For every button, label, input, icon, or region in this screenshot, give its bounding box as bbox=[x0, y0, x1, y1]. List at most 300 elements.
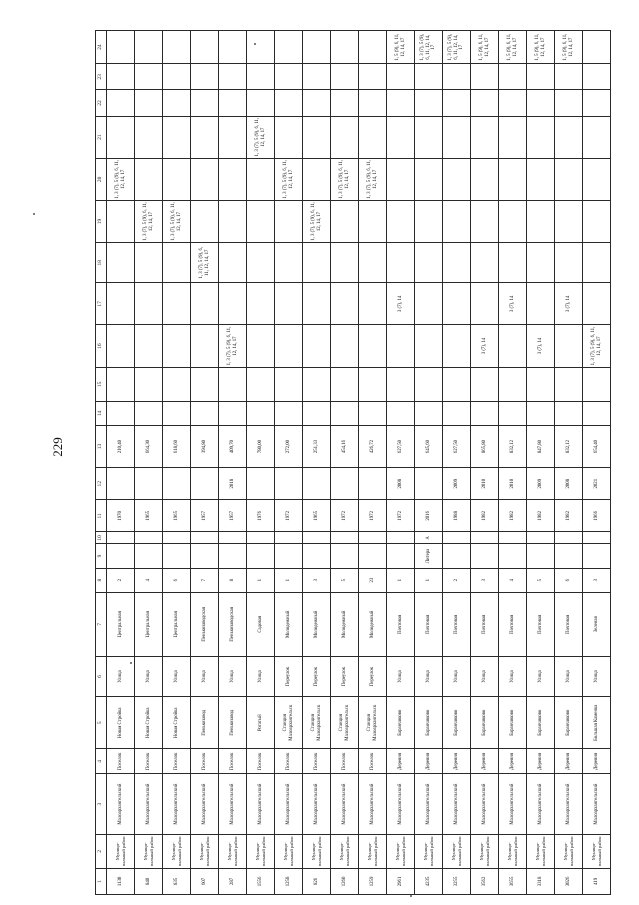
column-number-cell: 1 bbox=[96, 868, 107, 894]
table-cell bbox=[247, 367, 275, 401]
table-row bbox=[499, 31, 527, 895]
table-cell: Деревня bbox=[555, 749, 583, 774]
table-cell bbox=[191, 158, 219, 200]
table-row bbox=[331, 31, 359, 895]
table-cell: 1, 3 (7), 5 (9), 6, 11, 12, 14, 17 bbox=[359, 158, 387, 200]
table-cell: 835 bbox=[163, 868, 191, 894]
table-cell bbox=[359, 200, 387, 242]
table-cell: 1966 bbox=[583, 500, 611, 532]
table-cell: Малоархангельский bbox=[303, 774, 331, 834]
table-cell: Деревня bbox=[527, 749, 555, 774]
table-cell: Баранчиково bbox=[415, 697, 443, 749]
table-cell: 3318 bbox=[527, 868, 555, 894]
table-cell bbox=[135, 283, 163, 325]
table-cell: Почтовая bbox=[527, 592, 555, 656]
table-cell: Большая Каменка bbox=[583, 697, 611, 749]
table-cell: Садовая bbox=[247, 592, 275, 656]
table-cell: 1, 3 (7), 5 (9), 6, 11, 12, 14, 17 bbox=[135, 200, 163, 242]
table-cell bbox=[471, 200, 499, 242]
table-cell bbox=[583, 64, 611, 90]
table-cell: Баранчиково bbox=[387, 697, 415, 749]
scan-speck bbox=[410, 895, 412, 897]
table-cell: 2010 bbox=[499, 468, 527, 500]
table-cell bbox=[415, 158, 443, 200]
table-cell bbox=[275, 468, 303, 500]
table-cell bbox=[191, 532, 219, 544]
table-cell: 1, 3 (7), 5 (9), 6, 11, 12, 14, 17 bbox=[303, 200, 331, 242]
table-cell bbox=[331, 90, 359, 116]
table-cell: Почтовая bbox=[499, 592, 527, 656]
table-row bbox=[107, 31, 135, 895]
table-cell bbox=[387, 243, 415, 283]
table-cell bbox=[359, 544, 387, 568]
table-cell bbox=[219, 158, 247, 200]
table-cell: 1976 bbox=[247, 500, 275, 532]
table-cell bbox=[219, 544, 247, 568]
table-cell: 1, 3 (7), 5 (9), 6, 11, 12, 14, 17 bbox=[443, 31, 471, 64]
table-cell bbox=[387, 200, 415, 242]
table-cell: Станция Малоархангельск bbox=[275, 697, 303, 749]
table-cell: Поселок bbox=[303, 749, 331, 774]
table-cell bbox=[275, 532, 303, 544]
table-cell: 1982 bbox=[471, 500, 499, 532]
table-cell: 3 (7), 14 bbox=[499, 283, 527, 325]
table-cell: Пенькозавод bbox=[191, 697, 219, 749]
table-cell bbox=[499, 401, 527, 425]
table-cell: Новая Стройка bbox=[107, 697, 135, 749]
table-cell: Улица bbox=[583, 656, 611, 696]
table-cell bbox=[191, 64, 219, 90]
column-number-cell: 8 bbox=[96, 568, 107, 592]
table-cell: Малоархангельский bbox=[247, 774, 275, 834]
table-cell bbox=[415, 64, 443, 90]
table-cell bbox=[359, 283, 387, 325]
table-cell: 1, 3 (7), 5 (9), 6, 11, 12, 14, 17 bbox=[275, 158, 303, 200]
table-cell bbox=[387, 544, 415, 568]
table-cell: 1130 bbox=[107, 868, 135, 894]
table-cell: 426,72 bbox=[359, 425, 387, 467]
table-cell: 1, 3 (7), 5 (9), 6, 11, 12, 14, 17 bbox=[219, 325, 247, 367]
table-cell bbox=[359, 90, 387, 116]
table-cell: Улица bbox=[191, 656, 219, 696]
column-number-cell: 13 bbox=[96, 425, 107, 467]
table-cell bbox=[359, 401, 387, 425]
table-cell: 287 bbox=[219, 868, 247, 894]
table-cell: 2008 bbox=[387, 468, 415, 500]
table-cell bbox=[359, 64, 387, 90]
table-cell: 607 bbox=[191, 868, 219, 894]
table-cell: Улица bbox=[555, 656, 583, 696]
table-cell bbox=[135, 243, 163, 283]
table-cell: 826 bbox=[303, 868, 331, 894]
column-number-cell: 23 bbox=[96, 64, 107, 90]
table-cell bbox=[135, 64, 163, 90]
table-cell: 6 bbox=[163, 568, 191, 592]
table-cell: Поселок bbox=[247, 749, 275, 774]
table-cell: Поселок bbox=[359, 749, 387, 774]
table-cell: Деревня bbox=[499, 749, 527, 774]
table-cell bbox=[443, 283, 471, 325]
table-cell: 1982 bbox=[527, 500, 555, 532]
table-cell: Муници-пальный район bbox=[135, 834, 163, 868]
table-cell: 2009 bbox=[443, 468, 471, 500]
table-cell: 1, 3 (7), 5 (9), 6, 11, 12, 14, 17 bbox=[191, 243, 219, 283]
table-cell bbox=[443, 200, 471, 242]
table-cell: 1, 3 (7), 5 (9), 6, 11, 12, 14, 17 bbox=[331, 158, 359, 200]
table-cell bbox=[499, 200, 527, 242]
table-cell: Муници-пальный район bbox=[583, 834, 611, 868]
table-cell bbox=[107, 401, 135, 425]
table-cell: 3562 bbox=[471, 868, 499, 894]
table-cell: 3026 bbox=[555, 868, 583, 894]
table-cell bbox=[359, 468, 387, 500]
table-cell: Муници-пальный район bbox=[555, 834, 583, 868]
column-number-cell: 2 bbox=[96, 834, 107, 868]
table-cell bbox=[443, 158, 471, 200]
table-cell: 1, 3 (7), 5 (9), 6, 11, 12, 14, 17 bbox=[163, 200, 191, 242]
table-cell bbox=[163, 532, 191, 544]
table-cell: 1, 3 (7), 5 (9), 6, 11, 12, 14, 17 bbox=[415, 31, 443, 64]
table-cell bbox=[135, 532, 163, 544]
table-cell bbox=[163, 158, 191, 200]
table-cell bbox=[555, 532, 583, 544]
table-cell: Молодежный bbox=[303, 592, 331, 656]
table-cell bbox=[555, 90, 583, 116]
table-cell bbox=[219, 31, 247, 64]
column-number-cell: 9 bbox=[96, 544, 107, 568]
column-number-cell: 15 bbox=[96, 367, 107, 401]
table-cell: 2018 bbox=[219, 468, 247, 500]
table-cell bbox=[555, 64, 583, 90]
table-cell bbox=[135, 468, 163, 500]
table-cell: 1982 bbox=[555, 500, 583, 532]
table-cell: Улица bbox=[527, 656, 555, 696]
column-number-cell: 11 bbox=[96, 500, 107, 532]
table-cell: 840 bbox=[135, 868, 163, 894]
table-cell bbox=[415, 90, 443, 116]
table-cell: Малоархангельский bbox=[555, 774, 583, 834]
table-cell bbox=[247, 544, 275, 568]
table-cell: 832,12 bbox=[499, 425, 527, 467]
table-cell: Центральная bbox=[163, 592, 191, 656]
table-cell: 23 bbox=[359, 568, 387, 592]
table-cell: 1965 bbox=[303, 500, 331, 532]
table-cell bbox=[219, 200, 247, 242]
table-cell bbox=[583, 401, 611, 425]
table-cell bbox=[387, 367, 415, 401]
table-cell: Пенькозаводская bbox=[191, 592, 219, 656]
column-number-cell: 24 bbox=[96, 31, 107, 64]
table-cell: 251,33 bbox=[303, 425, 331, 467]
table-cell: 4 bbox=[499, 568, 527, 592]
table-cell: 1 bbox=[247, 568, 275, 592]
table-cell bbox=[107, 200, 135, 242]
table-cell: Улица bbox=[247, 656, 275, 696]
table-cell bbox=[471, 367, 499, 401]
table-cell: Рогатый bbox=[247, 697, 275, 749]
table-cell bbox=[527, 243, 555, 283]
table-cell: Улица bbox=[219, 656, 247, 696]
table-cell bbox=[331, 401, 359, 425]
table-cell: Баранчиково bbox=[555, 697, 583, 749]
table-cell: Муници-пальный район bbox=[303, 834, 331, 868]
table-cell: 1, 5 (9), 6, 11, 12, 14, 17 bbox=[471, 31, 499, 64]
table-cell: Малоархангельский bbox=[387, 774, 415, 834]
table-cell bbox=[135, 367, 163, 401]
table-cell: Переулок bbox=[331, 656, 359, 696]
table-cell: Поселок bbox=[163, 749, 191, 774]
table-cell: Муници-пальный район bbox=[163, 834, 191, 868]
table-cell: Новая Стройка bbox=[163, 697, 191, 749]
table-cell bbox=[331, 116, 359, 158]
table-cell bbox=[443, 532, 471, 544]
table-cell bbox=[555, 367, 583, 401]
table-cell bbox=[331, 367, 359, 401]
table-cell bbox=[415, 243, 443, 283]
table-cell: Поселок bbox=[219, 749, 247, 774]
table-cell bbox=[163, 243, 191, 283]
table-cell bbox=[191, 116, 219, 158]
table-cell: Малоархангельский bbox=[135, 774, 163, 834]
table-cell: Малоархангельский bbox=[331, 774, 359, 834]
table-row bbox=[163, 31, 191, 895]
table-cell bbox=[471, 64, 499, 90]
table-cell bbox=[527, 532, 555, 544]
table-row bbox=[247, 31, 275, 895]
table-cell: Малоархангельский bbox=[191, 774, 219, 834]
table-cell bbox=[499, 158, 527, 200]
table-cell: 664,30 bbox=[135, 425, 163, 467]
table-cell bbox=[499, 367, 527, 401]
table-cell: 1965 bbox=[163, 500, 191, 532]
table-cell bbox=[275, 401, 303, 425]
table-cell: Молодежный bbox=[275, 592, 303, 656]
table-cell bbox=[247, 243, 275, 283]
table-cell bbox=[583, 283, 611, 325]
table-cell: Пенькозавод bbox=[219, 697, 247, 749]
table-cell bbox=[583, 532, 611, 544]
table-cell: 7 bbox=[191, 568, 219, 592]
table-cell bbox=[163, 401, 191, 425]
table-cell bbox=[219, 64, 247, 90]
table-cell: А bbox=[415, 532, 443, 544]
table-row bbox=[359, 31, 387, 895]
table-cell: 1, 5 (9), 6, 11, 12, 14, 17 bbox=[555, 31, 583, 64]
table-cell bbox=[247, 90, 275, 116]
table-cell: Литера bbox=[415, 544, 443, 568]
column-number-cell: 6 bbox=[96, 656, 107, 696]
table-cell bbox=[443, 243, 471, 283]
table-cell: 1 bbox=[415, 568, 443, 592]
table-cell: 3 bbox=[583, 568, 611, 592]
table-cell: 1972 bbox=[387, 500, 415, 532]
table-cell bbox=[163, 367, 191, 401]
table-cell bbox=[387, 116, 415, 158]
table-cell bbox=[219, 243, 247, 283]
table-cell bbox=[443, 116, 471, 158]
table-row bbox=[303, 31, 331, 895]
table-cell bbox=[135, 158, 163, 200]
table-cell bbox=[527, 116, 555, 158]
table-cell: 1982 bbox=[499, 500, 527, 532]
table-cell bbox=[499, 90, 527, 116]
table-row bbox=[415, 31, 443, 895]
table-cell bbox=[163, 64, 191, 90]
table-row bbox=[387, 31, 415, 895]
table-cell bbox=[527, 200, 555, 242]
table-row bbox=[527, 31, 555, 895]
table-cell bbox=[107, 90, 135, 116]
table-cell: 454,16 bbox=[331, 425, 359, 467]
table-cell bbox=[471, 401, 499, 425]
column-number-row bbox=[96, 31, 107, 895]
table-cell: Улица bbox=[471, 656, 499, 696]
table-cell bbox=[219, 283, 247, 325]
table-cell: 1, 3 (7), 5 (9), 6, 11, 12, 14, 17 bbox=[583, 325, 611, 367]
table-cell bbox=[331, 64, 359, 90]
table-cell bbox=[527, 90, 555, 116]
table-cell bbox=[247, 468, 275, 500]
table-cell: Муници-пальный район bbox=[387, 834, 415, 868]
table-cell bbox=[555, 243, 583, 283]
table-cell: Станция Малоархангельск bbox=[331, 697, 359, 749]
table-cell bbox=[107, 325, 135, 367]
table-cell: Поселок bbox=[107, 749, 135, 774]
table-cell: Муници-пальный район bbox=[331, 834, 359, 868]
table-row bbox=[219, 31, 247, 895]
table-cell: Молодежный bbox=[359, 592, 387, 656]
table-cell bbox=[415, 468, 443, 500]
table-cell bbox=[359, 325, 387, 367]
table-cell bbox=[387, 325, 415, 367]
table-cell: 1957 bbox=[191, 500, 219, 532]
table-cell bbox=[191, 401, 219, 425]
column-number-cell: 18 bbox=[96, 243, 107, 283]
table-cell: Малоархангельский bbox=[527, 774, 555, 834]
table-cell: 1988 bbox=[443, 500, 471, 532]
column-number-cell: 19 bbox=[96, 200, 107, 242]
table-cell bbox=[303, 367, 331, 401]
table-cell bbox=[443, 325, 471, 367]
table-cell bbox=[499, 243, 527, 283]
table-cell bbox=[219, 367, 247, 401]
table-cell bbox=[415, 401, 443, 425]
table-cell bbox=[247, 325, 275, 367]
table-cell: 3 (7), 14 bbox=[555, 283, 583, 325]
table-cell: 1, 3 (7), 5 (9), 6, 11, 12, 14, 17 bbox=[247, 116, 275, 158]
table-cell: 645,60 bbox=[415, 425, 443, 467]
table-cell: Улица bbox=[387, 656, 415, 696]
table-cell bbox=[331, 468, 359, 500]
table-cell bbox=[191, 367, 219, 401]
table-cell bbox=[163, 116, 191, 158]
table-cell: 4235 bbox=[415, 868, 443, 894]
table-cell bbox=[163, 325, 191, 367]
table-cell bbox=[415, 367, 443, 401]
table-cell: 3255 bbox=[443, 868, 471, 894]
table-cell bbox=[471, 158, 499, 200]
table-cell bbox=[275, 544, 303, 568]
table-cell: Муници-пальный район bbox=[275, 834, 303, 868]
table-cell bbox=[387, 401, 415, 425]
table-cell bbox=[583, 243, 611, 283]
table-cell: Малоархангельский bbox=[163, 774, 191, 834]
table-cell bbox=[583, 158, 611, 200]
table-cell: Муници-пальный район bbox=[443, 834, 471, 868]
table-cell bbox=[555, 325, 583, 367]
table-cell: Баранчиково bbox=[527, 697, 555, 749]
table-cell bbox=[275, 116, 303, 158]
table-cell bbox=[303, 90, 331, 116]
table-cell bbox=[303, 468, 331, 500]
table-cell: 1, 5 (9), 6, 11, 12, 14, 17 bbox=[527, 31, 555, 64]
table-cell bbox=[191, 544, 219, 568]
table-cell bbox=[415, 283, 443, 325]
column-number-cell: 5 bbox=[96, 697, 107, 749]
table-cell bbox=[331, 243, 359, 283]
table-cell bbox=[471, 90, 499, 116]
table-cell: 409,70 bbox=[219, 425, 247, 467]
table-cell: Почтовая bbox=[555, 592, 583, 656]
table-cell: Баранчиково bbox=[443, 697, 471, 749]
table-row bbox=[135, 31, 163, 895]
table-cell: Поселок bbox=[275, 749, 303, 774]
table-cell bbox=[583, 200, 611, 242]
table-cell bbox=[247, 200, 275, 242]
table-cell bbox=[303, 116, 331, 158]
table-cell: 847,80 bbox=[527, 425, 555, 467]
table-cell: Улица bbox=[415, 656, 443, 696]
table-cell bbox=[163, 31, 191, 64]
table-cell bbox=[359, 243, 387, 283]
table-cell bbox=[107, 283, 135, 325]
table-cell bbox=[135, 116, 163, 158]
registry-table-container bbox=[95, 30, 602, 895]
table-cell bbox=[107, 31, 135, 64]
table-cell bbox=[107, 243, 135, 283]
table-cell bbox=[247, 283, 275, 325]
table-cell bbox=[247, 64, 275, 90]
table-cell bbox=[583, 116, 611, 158]
table-cell: 3 bbox=[471, 568, 499, 592]
table-cell bbox=[387, 532, 415, 544]
table-cell bbox=[219, 401, 247, 425]
table-cell bbox=[191, 283, 219, 325]
table-cell: Переулок bbox=[303, 656, 331, 696]
column-number-cell: 14 bbox=[96, 401, 107, 425]
table-cell bbox=[499, 532, 527, 544]
table-cell: Пенькозаводская bbox=[219, 592, 247, 656]
table-cell: Муници-пальный район bbox=[471, 834, 499, 868]
table-cell: 618,60 bbox=[163, 425, 191, 467]
table-cell bbox=[555, 401, 583, 425]
table-cell bbox=[527, 401, 555, 425]
table-cell: Новая Стройка bbox=[135, 697, 163, 749]
table-cell bbox=[443, 367, 471, 401]
column-number-cell: 16 bbox=[96, 325, 107, 367]
table-cell bbox=[527, 158, 555, 200]
table-cell: 2016 bbox=[415, 500, 443, 532]
table-cell: Центральная bbox=[107, 592, 135, 656]
table-cell: 3 (7), 14 bbox=[387, 283, 415, 325]
table-cell bbox=[303, 283, 331, 325]
column-number-cell: 21 bbox=[96, 116, 107, 158]
table-cell bbox=[275, 64, 303, 90]
table-cell bbox=[107, 116, 135, 158]
table-cell: 865,80 bbox=[471, 425, 499, 467]
table-cell: 780,00 bbox=[247, 425, 275, 467]
table-cell bbox=[443, 90, 471, 116]
